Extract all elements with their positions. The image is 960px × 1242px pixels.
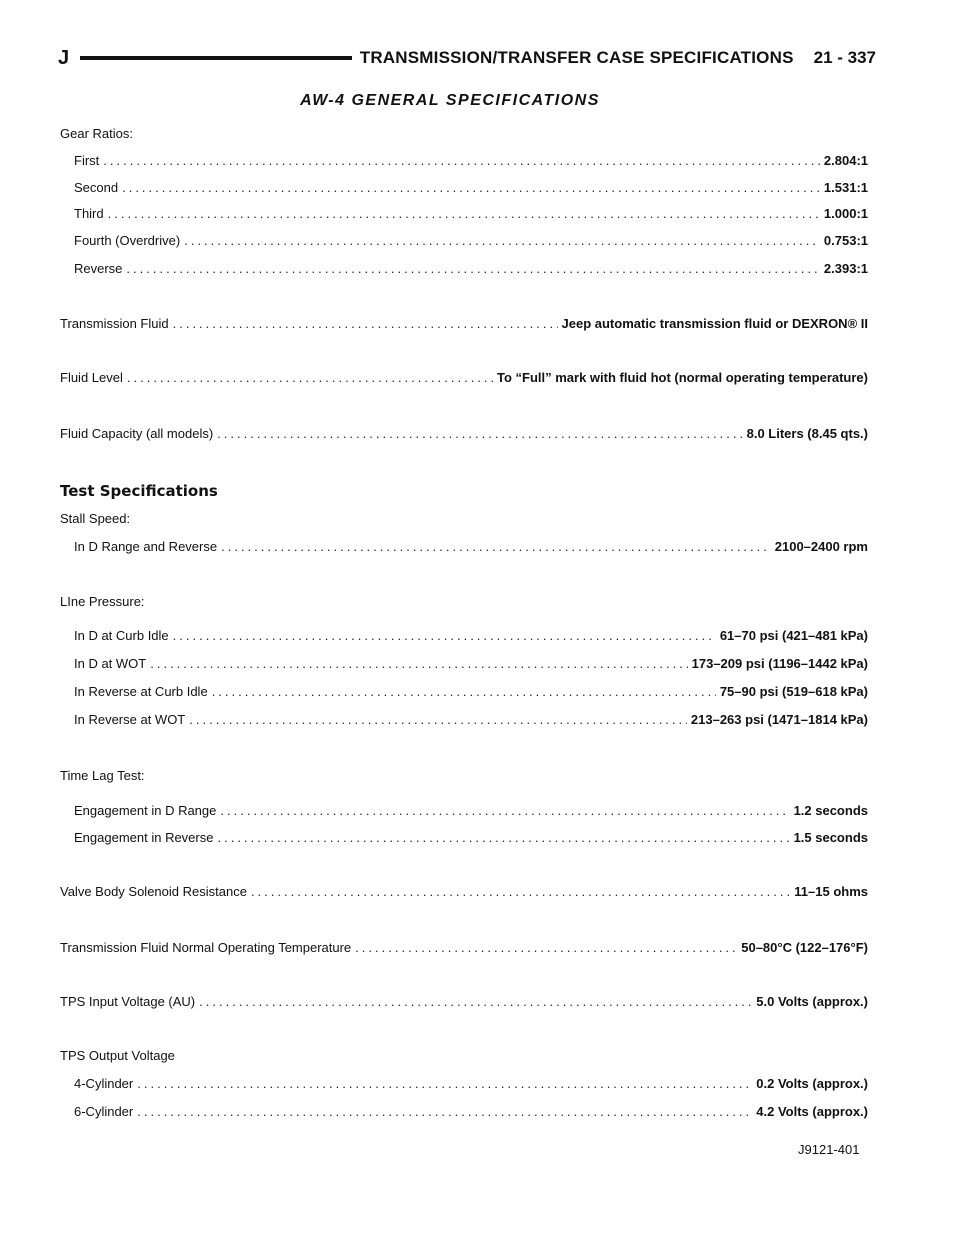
header-title: TRANSMISSION/TRANSFER CASE SPECIFICATIONS: [359, 48, 794, 67]
spec-value: 2.393:1: [823, 261, 868, 276]
spec-row: [74, 180, 868, 198]
leader-dots: [108, 206, 820, 221]
spec-value: 213–263 psi (1471–1814 kPa): [690, 712, 868, 727]
spec-row: [74, 261, 868, 279]
spec-row: [74, 628, 868, 646]
spec-label: Engagement in Reverse: [74, 830, 214, 845]
page-number: 21 - 337: [813, 48, 876, 67]
spec-row: [74, 803, 868, 821]
spec-row: [60, 884, 868, 902]
spec-row: [60, 426, 868, 444]
spec-value: 5.0 Volts (approx.): [756, 994, 868, 1009]
spec-row: [60, 940, 868, 958]
spec-label: Third: [74, 206, 104, 221]
leader-dots: [199, 994, 752, 1009]
leader-dots: [184, 233, 820, 248]
leader-dots: [217, 426, 742, 441]
spec-row: [74, 830, 868, 848]
spec-label: Transmission Fluid: [60, 316, 169, 331]
leader-dots: [126, 261, 819, 276]
leader-dots: [220, 803, 789, 818]
spec-value: 50–80°C (122–176°F): [741, 940, 868, 955]
spec-row: [60, 370, 868, 388]
page-header: [58, 46, 876, 70]
tps-output-heading: TPS Output Voltage: [60, 1048, 175, 1063]
spec-row: [74, 206, 868, 224]
leader-dots: [150, 656, 687, 671]
spec-row: [74, 1076, 868, 1094]
leader-dots: [355, 940, 737, 955]
leader-dots: [212, 684, 716, 699]
spec-value: 0.2 Volts (approx.): [756, 1076, 868, 1091]
spec-value: 1.5 seconds: [793, 830, 868, 845]
leader-dots: [217, 830, 789, 845]
spec-label: In D at Curb Idle: [74, 628, 169, 643]
header-rule: [80, 56, 352, 60]
gear-ratios-heading: Gear Ratios:: [60, 126, 133, 141]
spec-row: [74, 684, 868, 702]
spec-label: Transmission Fluid Normal Operating Temperature: [60, 940, 352, 955]
spec-row: [74, 712, 868, 730]
spec-value: 61–70 psi (421–481 kPa): [719, 628, 868, 643]
section-letter: J: [58, 46, 70, 69]
spec-row: [60, 994, 868, 1012]
line-pressure-heading: LIne Pressure:: [60, 594, 145, 609]
leader-dots: [189, 712, 687, 727]
spec-value: 8.0 Liters (8.45 qts.): [746, 426, 868, 441]
leader-dots: [103, 153, 820, 168]
spec-value: Jeep automatic transmission fluid or DEXRON® II: [561, 316, 868, 331]
spec-value: To “Full” mark with fluid hot (normal operating temperature): [497, 370, 868, 385]
spec-row: [74, 656, 868, 674]
test-specifications-heading: Test Specifications: [60, 482, 218, 500]
document-title: AW-4 GENERAL SPECIFICATIONS: [300, 92, 600, 109]
leader-dots: [221, 539, 771, 554]
spec-value: 2.804:1: [823, 153, 868, 168]
stall-speed-heading: Stall Speed:: [60, 511, 131, 526]
spec-value: 2100–2400 rpm: [774, 539, 868, 554]
spec-value: 1.000:1: [823, 206, 868, 221]
spec-label: In D at WOT: [74, 656, 147, 671]
leader-dots: [251, 884, 790, 899]
spec-label: Valve Body Solenoid Resistance: [60, 884, 247, 899]
spec-label: Engagement in D Range: [74, 803, 217, 818]
spec-value: 75–90 psi (519–618 kPa): [719, 684, 868, 699]
spec-label: Second: [74, 180, 119, 195]
leader-dots: [173, 628, 716, 643]
spec-value: 1.531:1: [823, 180, 868, 195]
spec-label: TPS Input Voltage (AU): [60, 994, 196, 1009]
leader-dots: [122, 180, 820, 195]
figure-code: J9121-401: [798, 1142, 860, 1157]
leader-dots: [127, 370, 493, 385]
spec-value: 4.2 Volts (approx.): [756, 1104, 868, 1119]
spec-label: In Reverse at WOT: [74, 712, 186, 727]
spec-label: First: [74, 153, 100, 168]
spec-value: 173–209 psi (1196–1442 kPa): [691, 656, 868, 671]
leader-dots: [137, 1076, 752, 1091]
spec-value: 11–15 ohms: [794, 884, 868, 899]
spec-row: [60, 316, 868, 334]
spec-label: Fourth (Overdrive): [74, 233, 181, 248]
spec-label: Fluid Level: [60, 370, 123, 385]
spec-row: [74, 233, 868, 251]
spec-value: 1.2 seconds: [793, 803, 868, 818]
spec-label: In D Range and Reverse: [74, 539, 218, 554]
leader-dots: [137, 1104, 752, 1119]
spec-row: [74, 539, 868, 557]
time-lag-heading: Time Lag Test:: [60, 768, 145, 783]
spec-value: 0.753:1: [823, 233, 868, 248]
spec-row: [74, 1104, 868, 1122]
spec-row: [74, 153, 868, 171]
spec-label: 6-Cylinder: [74, 1104, 134, 1119]
leader-dots: [173, 316, 558, 331]
spec-label: Reverse: [74, 261, 123, 276]
spec-label: 4-Cylinder: [74, 1076, 134, 1091]
spec-label: In Reverse at Curb Idle: [74, 684, 208, 699]
spec-label: Fluid Capacity (all models): [60, 426, 214, 441]
